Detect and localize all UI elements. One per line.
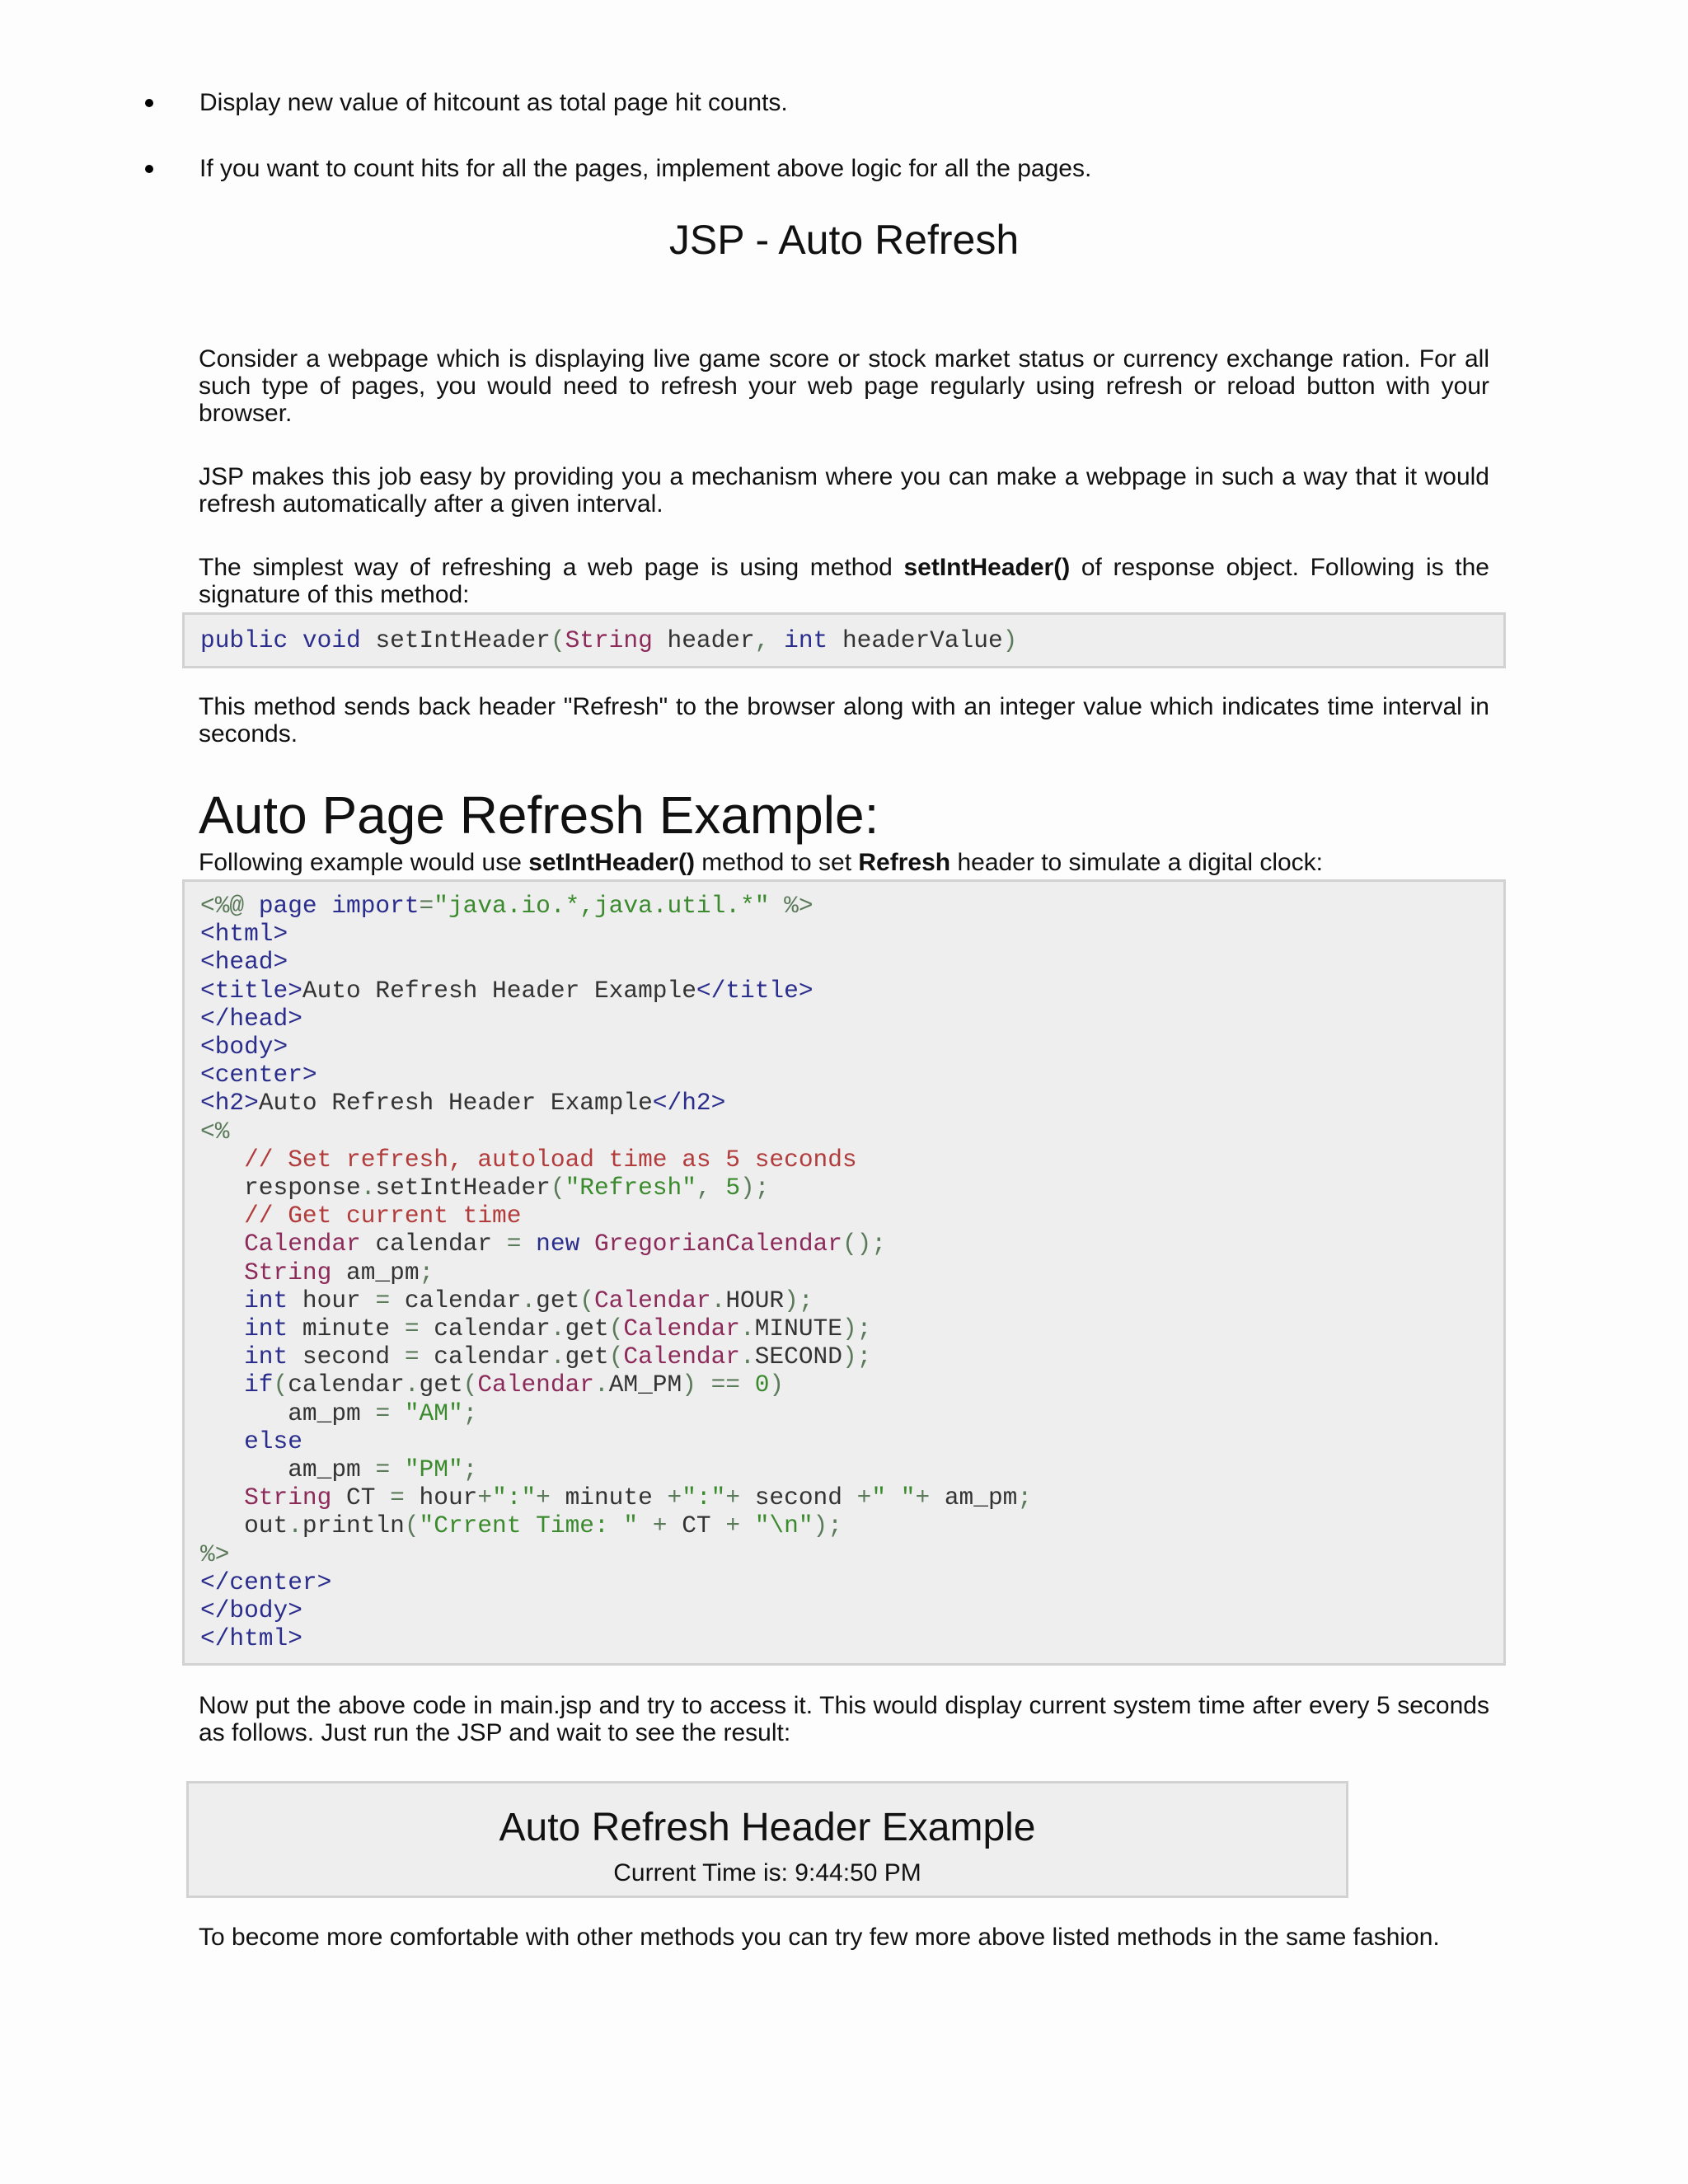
paragraph-closing: To become more comfortable with other methods you can try few more above listed methods in the same fashion.: [199, 1924, 1440, 1951]
code-line: </body>: [200, 1596, 302, 1625]
section-title: JSP - Auto Refresh: [668, 217, 1020, 263]
bullet-text: Display new value of hitcount as total page hit counts.: [199, 89, 788, 116]
code-line: // Get current time: [200, 1202, 522, 1230]
code-line: <%: [200, 1117, 230, 1146]
code-line: int hour = calendar.get(Calendar.HOUR);: [244, 1286, 814, 1315]
example-code: [200, 892, 1032, 1652]
example-heading: Auto Page Refresh Example:: [199, 785, 879, 845]
paragraph-header-explain: This method sends back header "Refresh" to the browser along with an integer value which indicates time interval in seconds.: [199, 693, 1489, 748]
example-intro: Following example would use setIntHeader() method to set Refresh header to simulate a digital clock:: [199, 849, 1324, 876]
result-preview-box: [186, 1781, 1348, 1898]
code-line: // Set refresh, autoload time as 5 seconds: [200, 1145, 857, 1174]
paragraph-jsp-mechanism: JSP makes this job easy by providing you a mechanism where you can make a webpage in such a way that it would refresh automatically after a given interval.: [199, 463, 1489, 518]
code-line: <head>: [200, 948, 288, 977]
code-line: </head>: [200, 1004, 302, 1033]
code-line: int minute = calendar.get(Calendar.MINUTE);: [244, 1315, 872, 1343]
code-line: String am_pm;: [244, 1258, 434, 1286]
bullet-dot-icon: [145, 99, 153, 107]
code-line: <center>: [200, 1061, 317, 1090]
code-line: <body>: [200, 1033, 288, 1062]
code-line: %>: [200, 1540, 230, 1568]
method-name: setIntHeader(): [903, 554, 1071, 581]
bullet-dot-icon: [145, 165, 153, 173]
paragraph-text: The simplest way of refreshing a web page is using method: [199, 554, 904, 581]
code-line: Calendar calendar = new GregorianCalendar();: [244, 1230, 887, 1258]
result-time: Current Time is: 9:44:50 PM: [613, 1859, 921, 1886]
code-line: <%@ page import="java.io.*,java.util.*" %>: [200, 892, 814, 920]
code-line: </html>: [200, 1624, 302, 1653]
bullet-text: If you want to count hits for all the pages, implement above logic for all the pages.: [199, 155, 1092, 182]
code-line: else: [244, 1427, 302, 1455]
code-line: am_pm = "AM";: [288, 1399, 478, 1427]
code-line: String CT = hour+":"+ minute +":"+ second +" "+ am_pm;: [244, 1483, 1033, 1512]
paragraph-text: of response object. Following is the signature of this method:: [199, 554, 1489, 608]
code-line: if(calendar.get(Calendar.AM_PM) == 0): [244, 1371, 785, 1399]
code-line: <title>Auto Refresh Header Example</title>: [200, 976, 814, 1005]
code-line: int second = calendar.get(Calendar.SECOND);: [244, 1343, 872, 1371]
paragraph-setintheader: [199, 554, 1489, 608]
paragraph-intro: Consider a webpage which is displaying live game score or stock market status or currency exchange ration. For all such type of pages, you would need to refresh your web page regularly using refresh or reload button with your browser.: [199, 345, 1489, 427]
result-title: Auto Refresh Header Example: [499, 1806, 1036, 1849]
example-code-block: [182, 879, 1506, 1666]
signature-code-block: [182, 612, 1506, 668]
code-line: am_pm = "PM";: [288, 1455, 478, 1484]
code-line: <html>: [200, 920, 288, 949]
code-line: <h2>Auto Refresh Header Example</h2>: [200, 1089, 726, 1118]
code-line: </center>: [200, 1568, 332, 1596]
paragraph-run-instructions: Now put the above code in main.jsp and try to access it. This would display current system time after every 5 seconds as follows. Just run the JSP and wait to see the result:: [199, 1692, 1489, 1746]
code-line: response.setIntHeader("Refresh", 5);: [244, 1174, 770, 1202]
signature-code: public void setIntHeader(String header, int headerValue): [200, 626, 1018, 654]
code-line: out.println("Crrent Time: " + CT + "\n");: [244, 1511, 842, 1540]
